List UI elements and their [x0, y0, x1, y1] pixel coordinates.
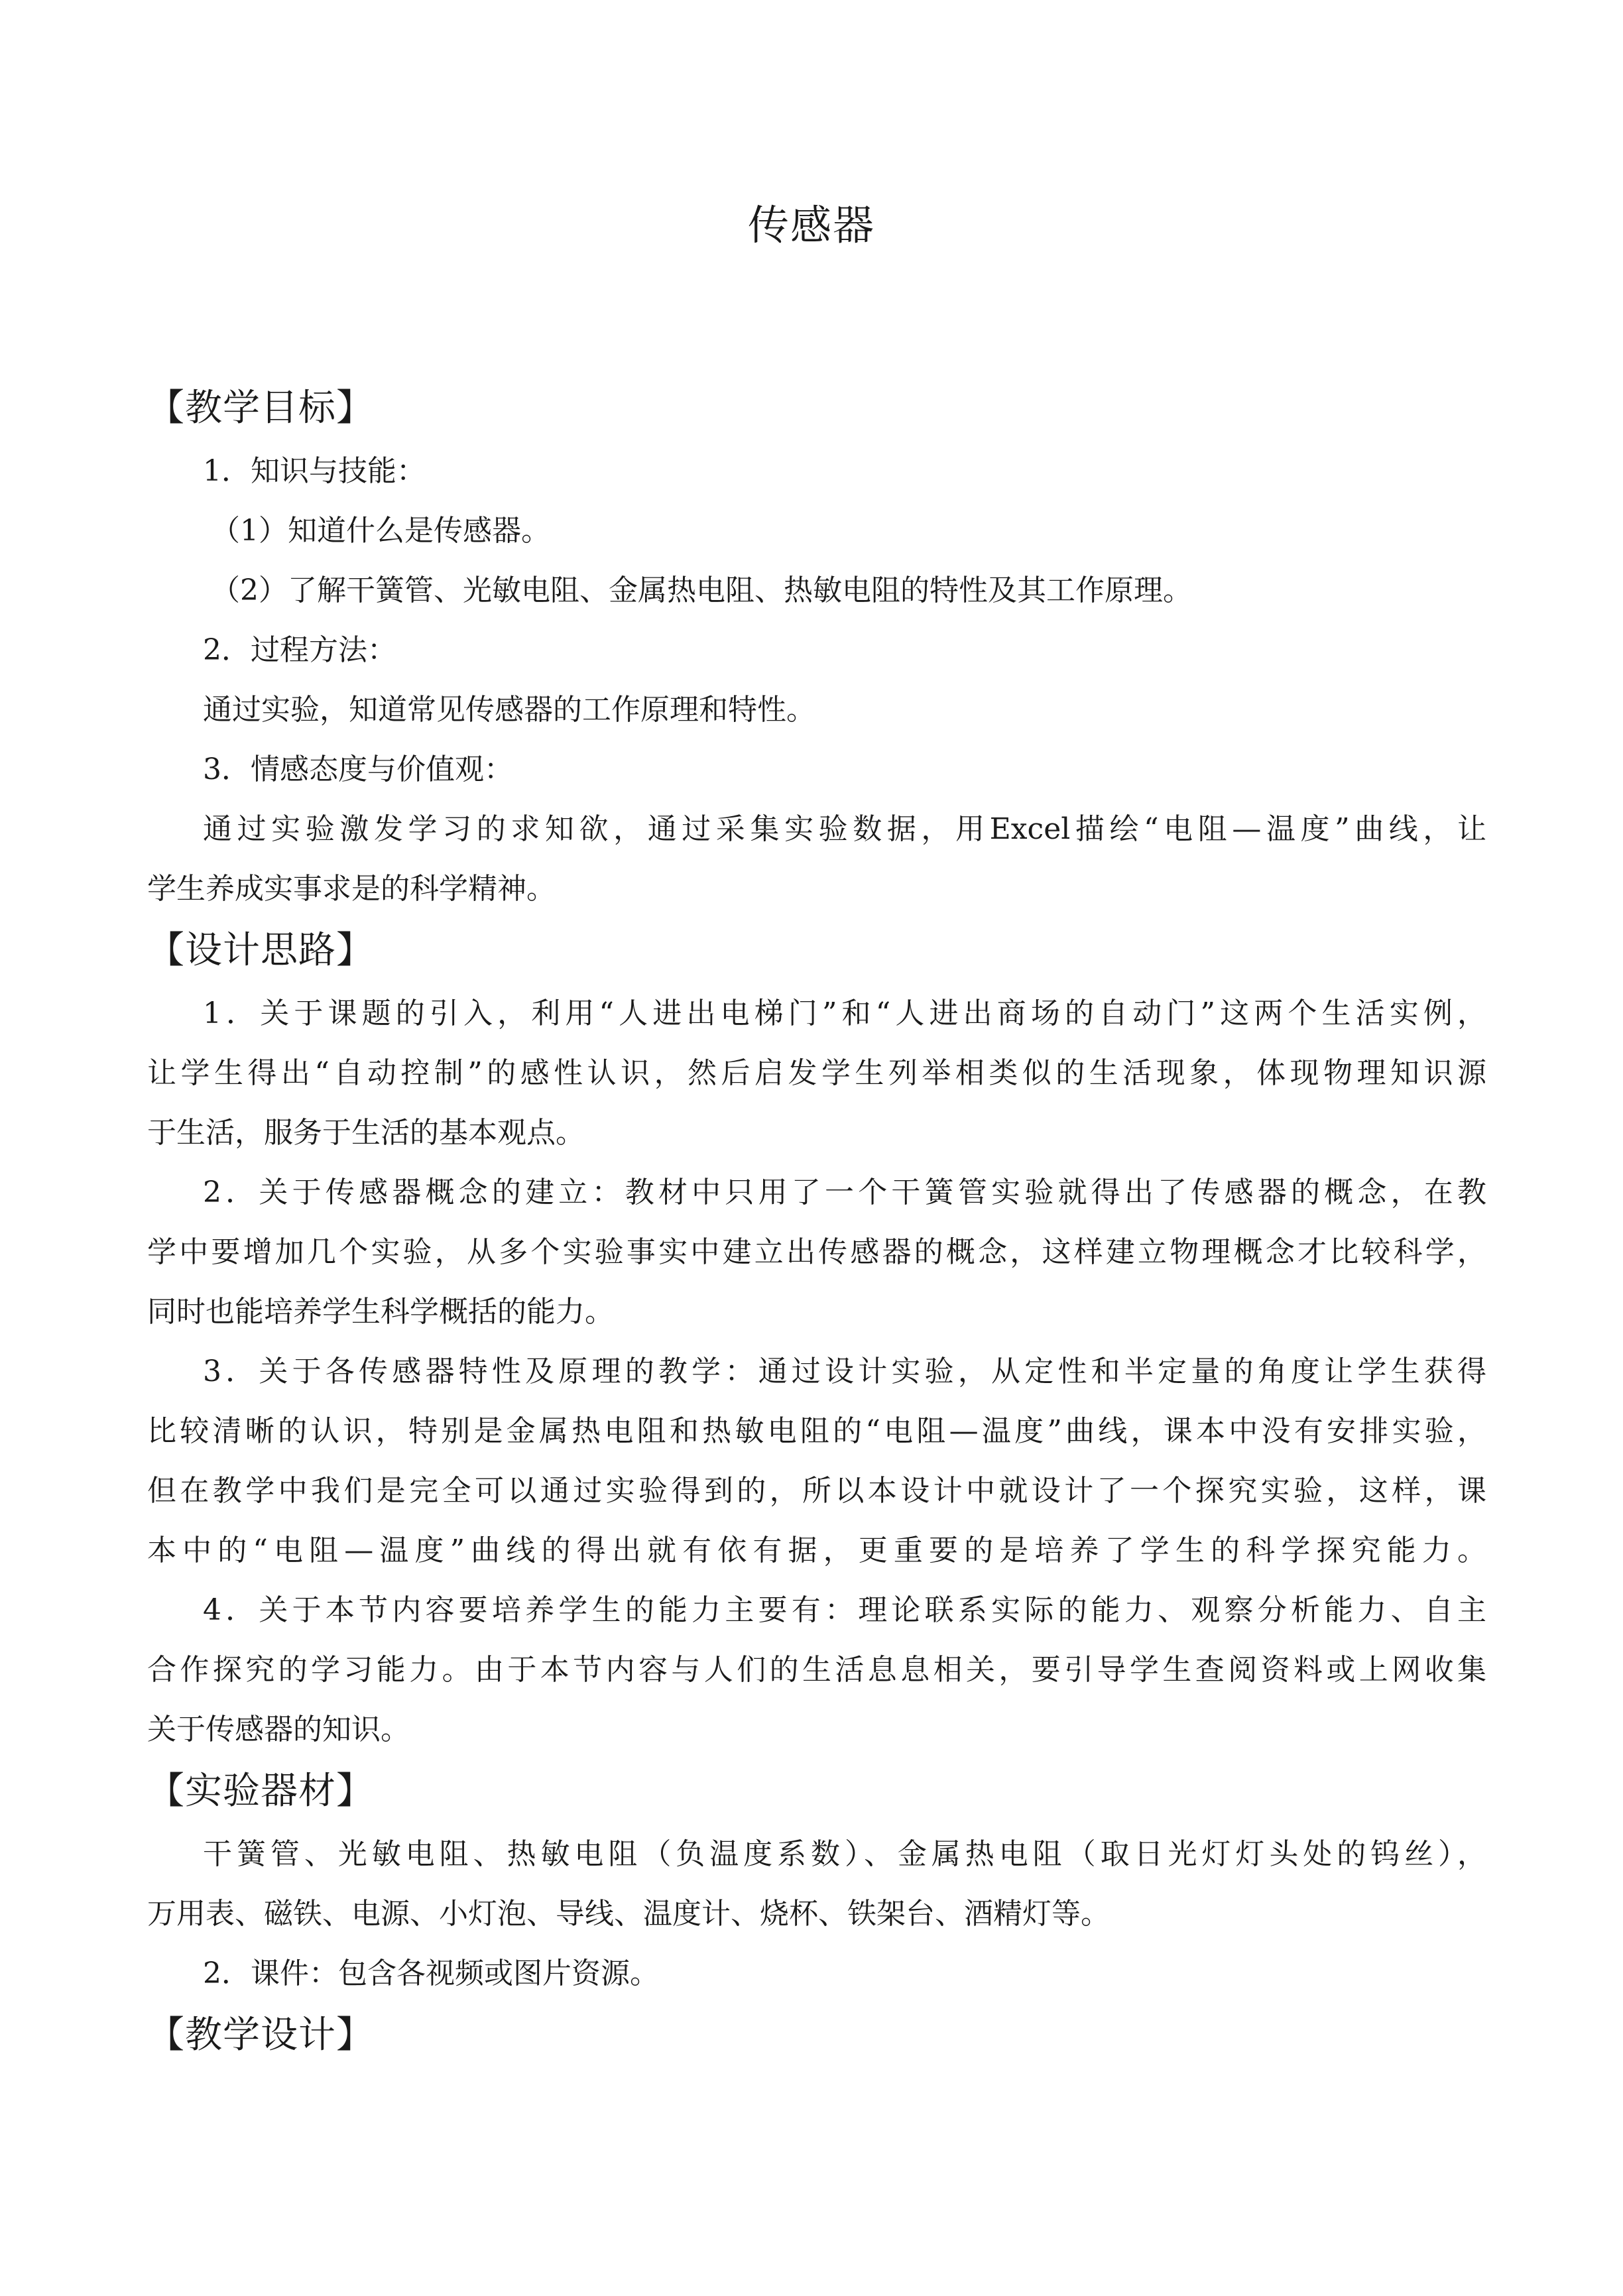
paragraph-line: 学生养成实事求是的科学精神。 — [147, 872, 556, 906]
section-heading-objectives: 【教学目标】 — [147, 387, 374, 430]
paragraph-line: 万用表、磁铁、电源、小灯泡、导线、温度计、烧杯、铁架台、酒精灯等。 — [147, 1897, 1110, 1931]
paragraph-line: 3．关于各传感器特性及原理的教学：通过设计实验，从定性和半定量的角度让学生获得 — [203, 1355, 1486, 1388]
paragraph-line: 1．关于课题的引入，利用“人进出电梯门”和“人进出商场的自动门”这两个生活实例， — [203, 997, 1486, 1030]
paragraph-line: 学中要增加几个实验，从多个实验事实中建立出传感器的概念，这样建立物理概念才比较科学， — [147, 1235, 1486, 1269]
paragraph-line: 本中的“电阻—温度”曲线的得出就有依有据，更重要的是培养了学生的科学探究能力。 — [147, 1534, 1486, 1567]
paragraph-line: 同时也能培养学生科学概括的能力。 — [147, 1295, 614, 1329]
paragraph-line: 3．情感态度与价值观： — [203, 753, 513, 786]
section-heading-equipment: 【实验器材】 — [147, 1770, 374, 1813]
paragraph-line: 于生活，服务于生活的基本观点。 — [147, 1116, 585, 1150]
paragraph-line: 关于传感器的知识。 — [147, 1713, 410, 1746]
paragraph-line: 但在教学中我们是完全可以通过实验得到的，所以本设计中就设计了一个探究实验，这样，课 — [147, 1474, 1486, 1508]
paragraph-line: （1）知道什么是传感器。 — [211, 514, 550, 548]
paragraph-line: 2．课件：包含各视频或图片资源。 — [203, 1957, 659, 1990]
paragraph-line: 比较清晰的认识，特别是金属热电阻和热敏电阻的“电阻—温度”曲线，课本中没有安排实验， — [147, 1414, 1486, 1448]
paragraph-line: 2．关于传感器概念的建立：教材中只用了一个干簧管实验就得出了传感器的概念，在教 — [203, 1176, 1486, 1209]
paragraph-line: 干簧管、光敏电阻、热敏电阻（负温度系数）、金属热电阻（取日光灯灯头处的钨丝）， — [203, 1837, 1486, 1871]
paragraph-line: 合作探究的学习能力。由于本节内容与人们的生活息息相关，要引导学生查阅资料或上网收集 — [147, 1653, 1486, 1687]
paragraph-line: 通过实验，知道常见传感器的工作原理和特性。 — [203, 693, 815, 727]
paragraph-line: 2．过程方法： — [203, 633, 396, 667]
document-title: 传感器 — [747, 201, 875, 249]
paragraph-line: 通过实验激发学习的求知欲，通过采集实验数据，用Excel描绘“电阻—温度”曲线，让 — [203, 812, 1486, 846]
paragraph-line: 1．知识与技能： — [203, 454, 426, 488]
section-heading-design-ideas: 【设计思路】 — [147, 929, 374, 972]
paragraph-line: 让学生得出“自动控制”的感性认识，然后启发学生列举相类似的生活现象，体现物理知识源 — [147, 1056, 1486, 1090]
paragraph-line: 4．关于本节内容要培养学生的能力主要有：理论联系实际的能力、观察分析能力、自主 — [203, 1593, 1486, 1627]
section-heading-teaching-design: 【教学设计】 — [147, 2014, 374, 2057]
paragraph-line: （2）了解干簧管、光敏电阻、金属热电阻、热敏电阻的特性及其工作原理。 — [211, 574, 1192, 607]
